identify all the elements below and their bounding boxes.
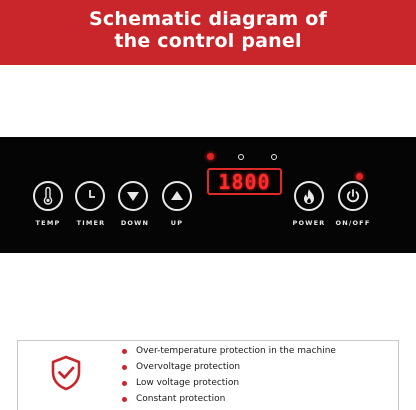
list-item: [122, 343, 336, 359]
display-value: 1800: [218, 169, 271, 194]
indicator-light-power: [356, 173, 363, 180]
down-label: DOWN: [120, 219, 150, 227]
triangle-up-icon: [169, 189, 185, 203]
timer-button[interactable]: [75, 181, 105, 211]
power-label: POWER: [292, 219, 326, 227]
header-title-line1: Schematic diagram of: [89, 8, 327, 30]
feature-text: Low voltage protection: [136, 378, 240, 388]
list-item: [122, 391, 336, 407]
feature-text: Constant protection: [136, 394, 226, 404]
power-icon: [345, 188, 361, 204]
on-off-label: ON/OFF: [335, 219, 371, 227]
up-label: UP: [170, 219, 184, 227]
shield-check-icon: [50, 355, 82, 391]
header-title-line2: the control panel: [114, 30, 302, 52]
timer-label: TIMER: [76, 219, 106, 227]
flame-icon: [302, 188, 316, 205]
indicator-light-1: [238, 154, 244, 160]
bullet-dot: [122, 381, 127, 386]
temp-label: TEMP: [35, 219, 61, 227]
bullet-dot: [122, 397, 127, 402]
feature-text: Over-temperature protection in the machine: [136, 346, 336, 356]
list-item: [122, 359, 336, 375]
clock-icon: [82, 188, 98, 204]
temp-button[interactable]: [33, 181, 63, 211]
list-item: [122, 375, 336, 391]
indicator-light-display: [207, 153, 214, 160]
protection-info-box: [17, 340, 399, 410]
bullet-dot: [122, 365, 127, 370]
up-button[interactable]: [162, 181, 192, 211]
bullet-dot: [122, 349, 127, 354]
on-off-button[interactable]: [338, 181, 368, 211]
control-panel: [0, 137, 416, 253]
down-button[interactable]: [118, 181, 148, 211]
header-banner: [0, 0, 416, 65]
thermometer-icon: [41, 187, 55, 205]
feature-text: Overvoltage protection: [136, 362, 241, 372]
indicator-light-2: [271, 154, 277, 160]
protection-feature-list: [122, 343, 336, 407]
triangle-down-icon: [125, 189, 141, 203]
digital-display: [207, 168, 282, 195]
power-level-button[interactable]: [294, 181, 324, 211]
